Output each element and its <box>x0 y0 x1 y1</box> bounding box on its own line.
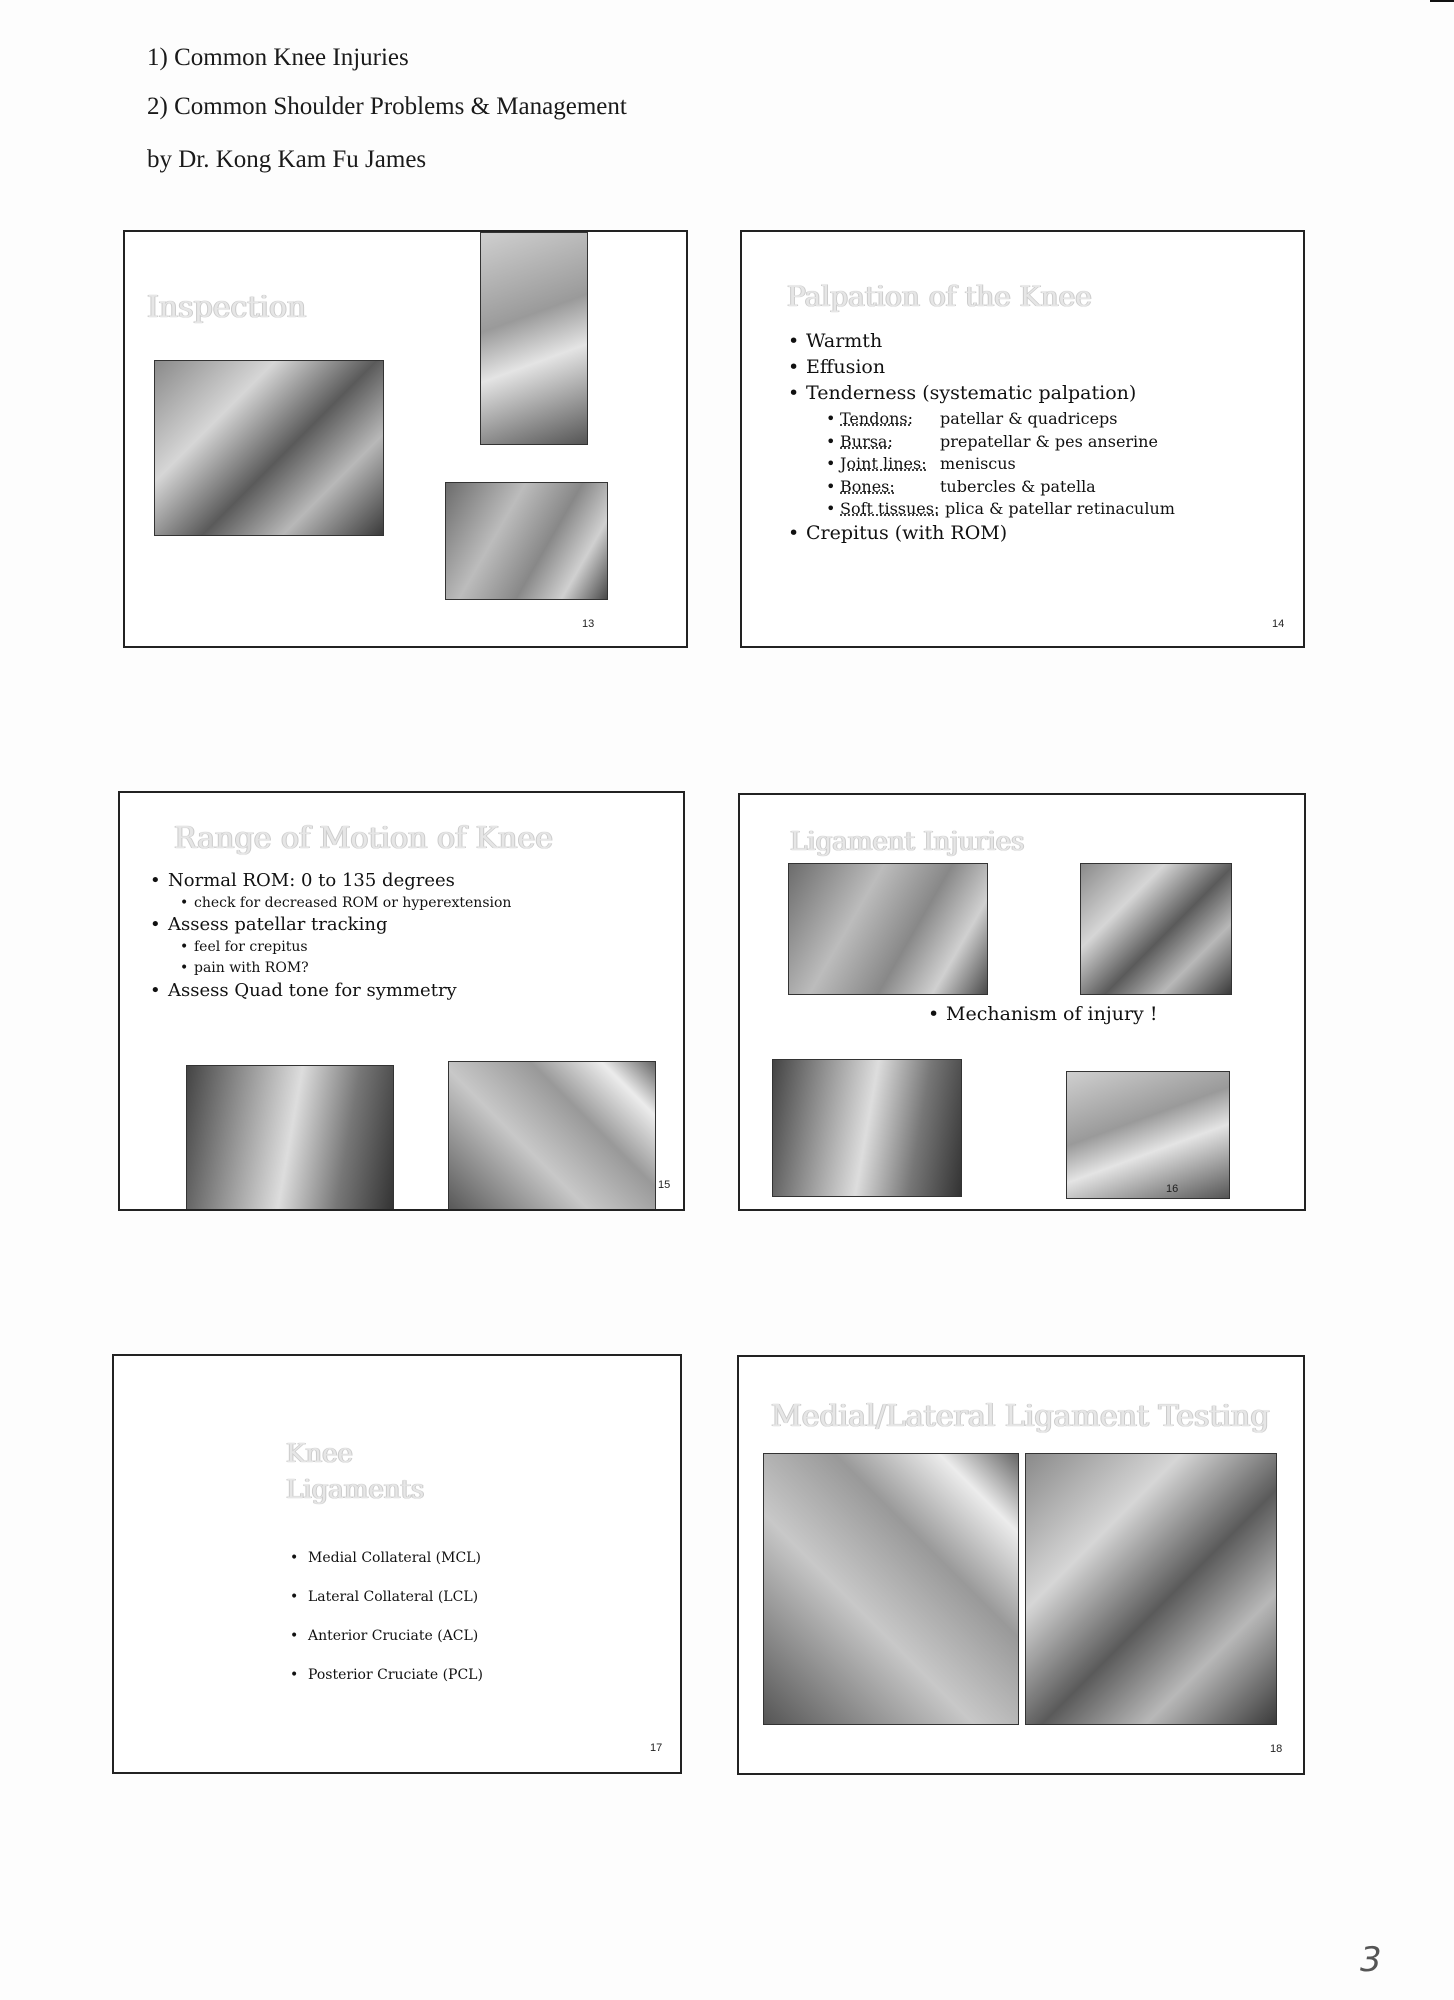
slide-17-title <box>286 1436 424 1508</box>
top-right-edge-mark <box>1430 0 1454 2</box>
slide-13 <box>123 230 688 648</box>
bullet-mechanism: • Mechanism of injury ! <box>928 1003 1157 1025</box>
slide-18-number: 18 <box>1270 1743 1283 1755</box>
photo-football-pileup <box>1066 1071 1230 1199</box>
photo-rom-exam-2 <box>448 1061 656 1211</box>
sub-joint-lines: • Joint lines: meniscus <box>826 453 1175 476</box>
bullet-normal-rom: • Normal ROM: 0 to 135 degrees <box>150 869 511 893</box>
slide-16 <box>738 793 1306 1211</box>
slide-13-number: 13 <box>582 618 595 630</box>
doc-title-line-2: 2) Common Shoulder Problems & Management <box>147 93 627 120</box>
handwritten-page-number: 3 <box>1360 1940 1382 1980</box>
sub-bursa: • Bursa: prepatellar & pes anserine <box>826 431 1175 454</box>
ligament-pcl: • Posterior Cruciate (PCL) <box>290 1656 483 1695</box>
slide-15-content <box>150 869 511 1003</box>
sub-soft-tissues: • Soft tissues: plica & patellar retinaculum <box>826 498 1175 521</box>
bullet-crepitus: • Crepitus (with ROM) <box>788 520 1007 546</box>
bullet-quad-tone: • Assess Quad tone for symmetry <box>150 979 511 1003</box>
slide-14-subbullets <box>826 408 1175 521</box>
doc-author-line: by Dr. Kong Kam Fu James <box>147 146 427 173</box>
photo-boxing-ring <box>772 1059 962 1197</box>
sub-pain-rom: • pain with ROM? <box>180 958 511 979</box>
photo-soccer-collision <box>1080 863 1232 995</box>
slide-14-number: 14 <box>1272 618 1285 630</box>
slide-18-title: Medial/Lateral Ligament Testing <box>771 1399 1270 1434</box>
sub-crepitus: • feel for crepitus <box>180 937 511 958</box>
photo-leg-arrows <box>480 232 588 445</box>
bullet-patellar-tracking: • Assess patellar tracking <box>150 913 511 937</box>
slide-15-title: Range of Motion of Knee <box>174 821 553 856</box>
slide-15-number: 15 <box>658 1179 671 1191</box>
sub-decreased-rom: • check for decreased ROM or hyperextension <box>180 893 511 913</box>
slide-17-title-line-2: Ligaments <box>286 1475 425 1505</box>
doc-title-line-1: 1) Common Knee Injuries <box>147 44 409 71</box>
photo-rom-exam-1 <box>186 1065 394 1211</box>
slide-17-ligament-list <box>290 1539 483 1695</box>
slide-13-title: Inspection <box>147 290 307 325</box>
sub-bones: • Bones: tubercles & patella <box>826 476 1175 499</box>
slide-17-title-line-1: Knee <box>286 1439 353 1469</box>
slide-14-bullets <box>788 328 1136 406</box>
sub-tendons: • Tendons: patellar & quadriceps <box>826 408 1175 431</box>
slide-14 <box>740 230 1305 648</box>
bullet-warmth: • Warmth <box>788 328 1136 354</box>
slide-14-title: Palpation of the Knee <box>787 280 1092 313</box>
photo-ligament-test-1 <box>763 1453 1019 1725</box>
photo-ligament-test-2 <box>1025 1453 1277 1725</box>
photo-knee-close <box>445 482 608 600</box>
bullet-tenderness: • Tenderness (systematic palpation) <box>788 380 1136 406</box>
bullet-effusion: • Effusion <box>788 354 1136 380</box>
slide-16-title: Ligament Injuries <box>790 827 1025 857</box>
slide-15 <box>118 791 685 1211</box>
ligament-lcl: • Lateral Collateral (LCL) <box>290 1578 483 1617</box>
slide-16-number: 16 <box>1166 1183 1179 1195</box>
ligament-mcl: • Medial Collateral (MCL) <box>290 1539 483 1578</box>
slide-17-number: 17 <box>650 1742 663 1754</box>
photo-soccer-tackle <box>788 863 988 995</box>
slide-18 <box>737 1355 1305 1775</box>
ligament-acl: • Anterior Cruciate (ACL) <box>290 1617 483 1656</box>
slide-17 <box>112 1354 682 1774</box>
photo-knee-inspection <box>154 360 384 536</box>
